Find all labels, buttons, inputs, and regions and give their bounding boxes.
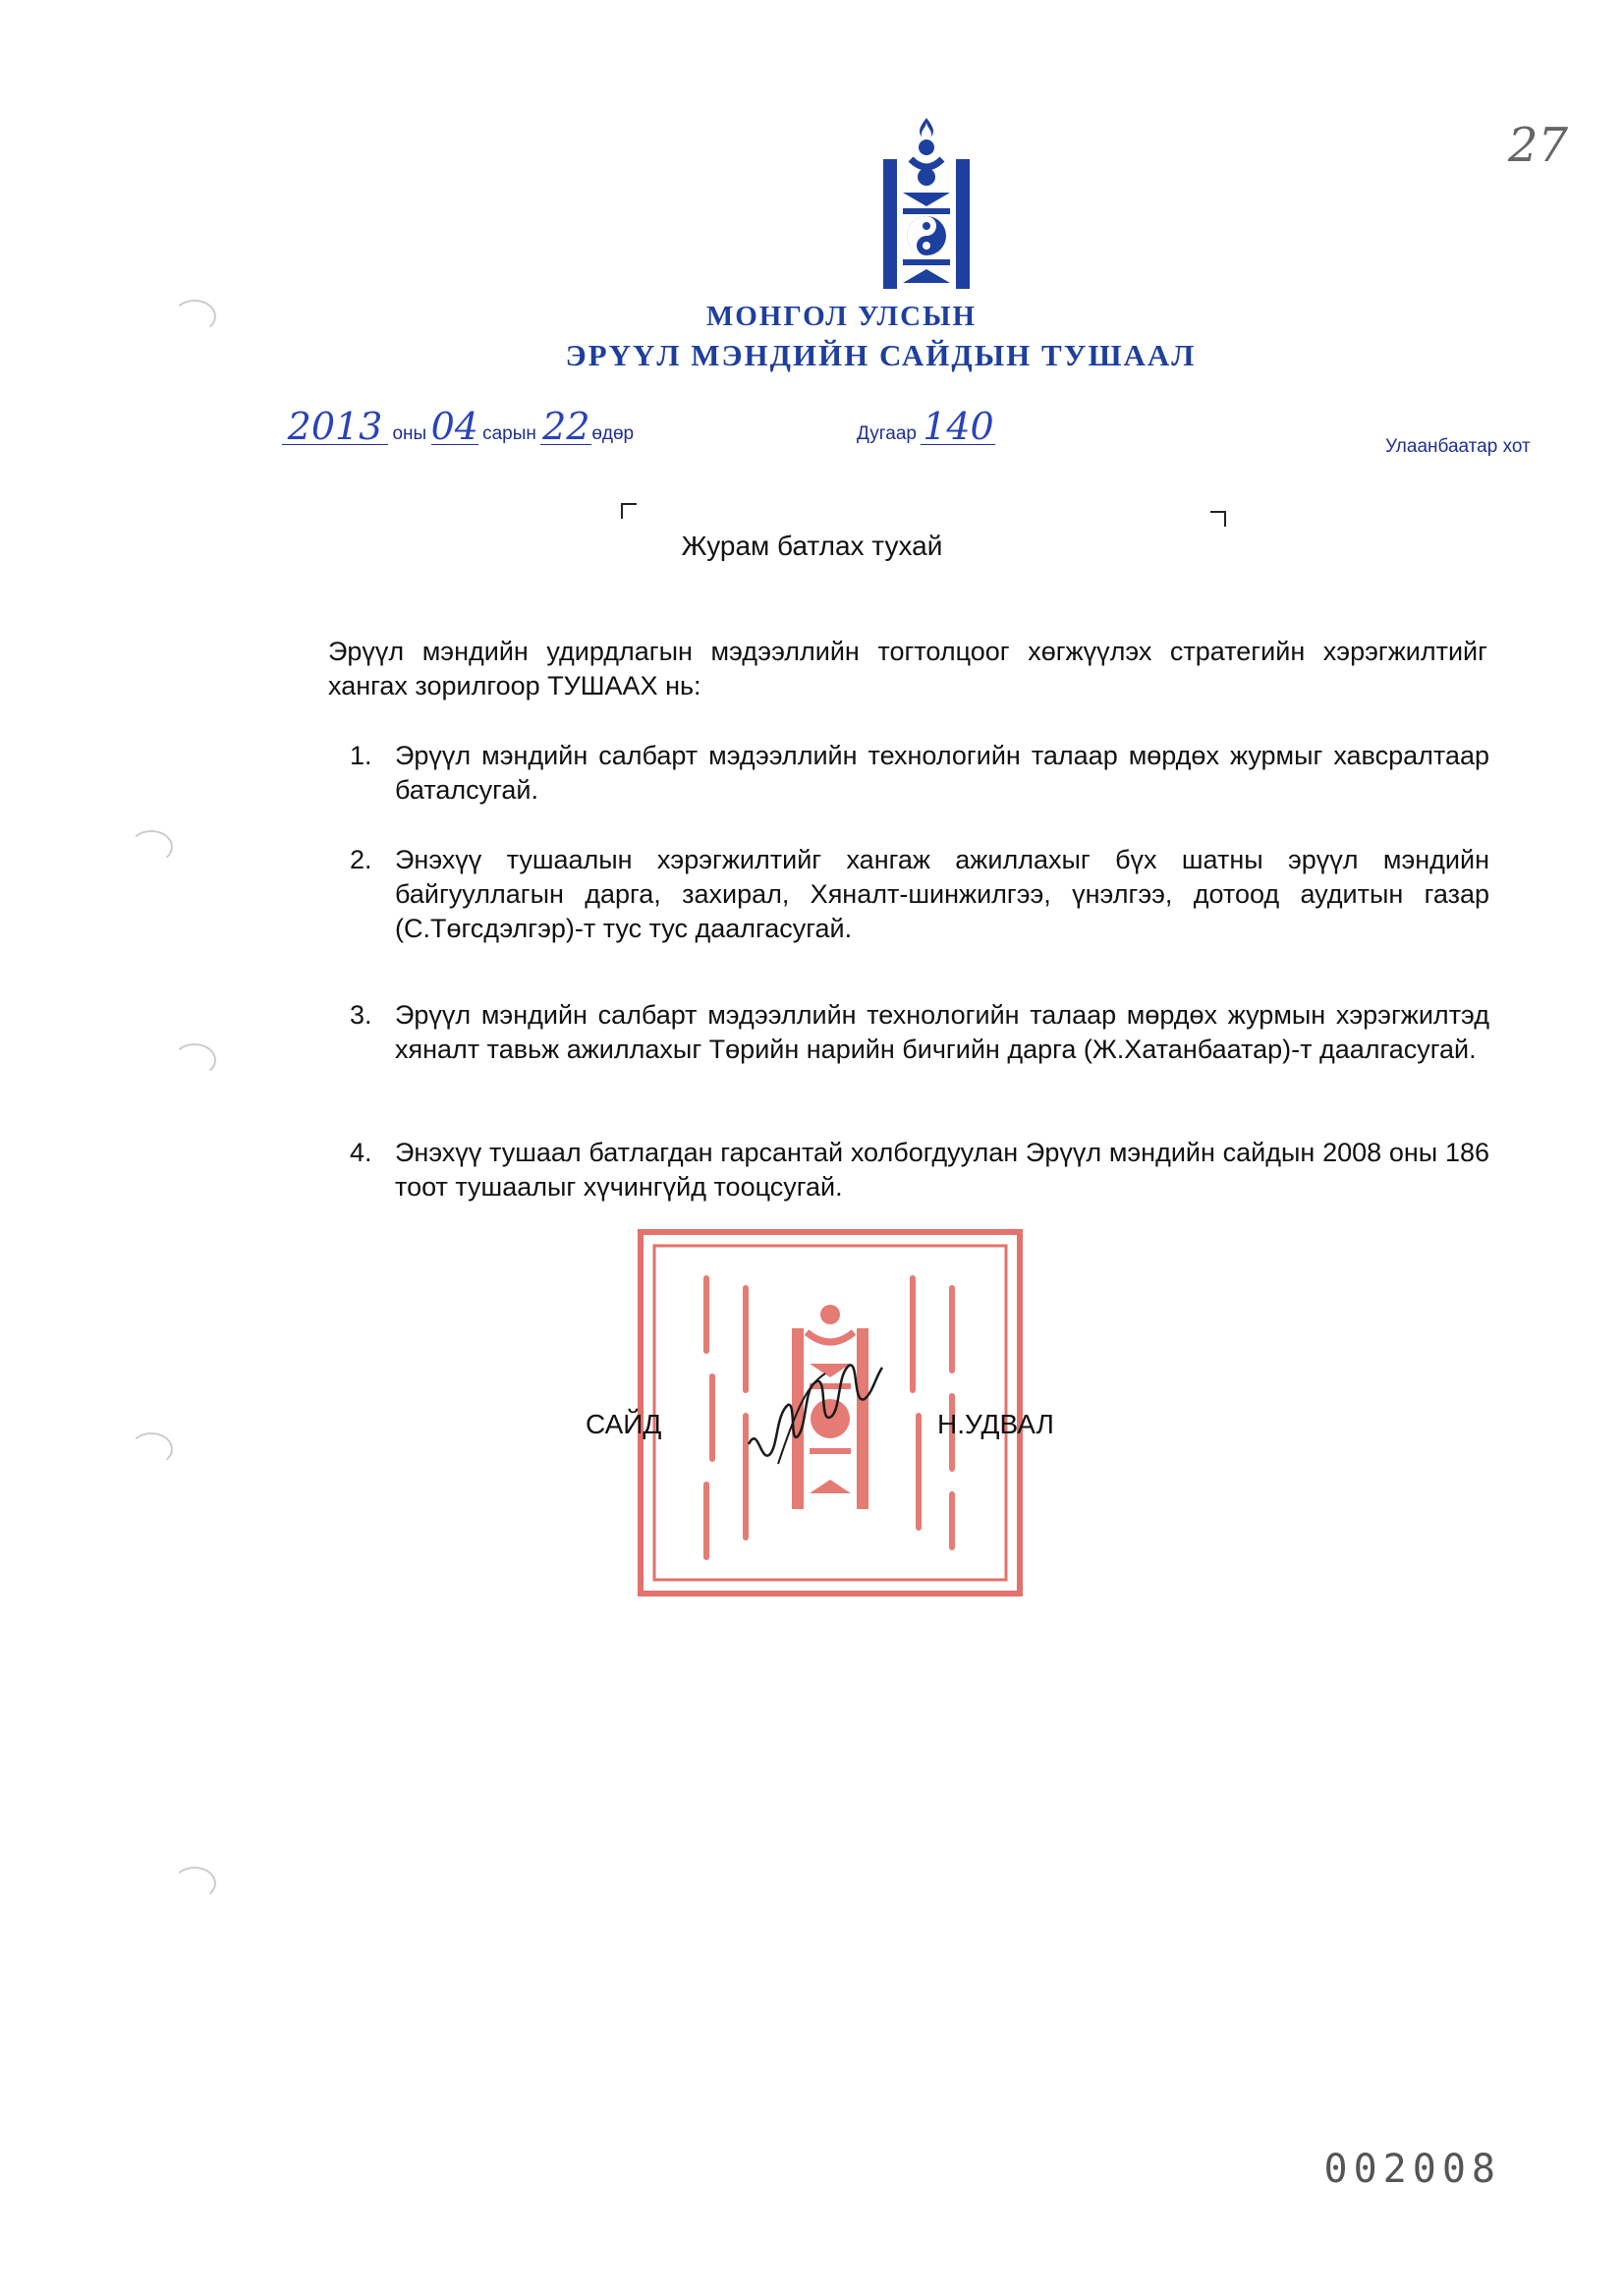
page-number: 27 — [1508, 118, 1569, 173]
date-year: 2013 — [282, 405, 388, 445]
signer-title: САЙД — [586, 1409, 662, 1439]
item-number: 4. — [350, 1138, 372, 1167]
punch-hole-mark — [130, 1432, 173, 1466]
intro-paragraph: Эрүүл мэндийн удирдлагын мэдээллийн тогтолцоог хөгжүүлэх стратегийн хэрэгжилтийг хангах зорилгоор ТУШААХ нь: — [328, 637, 1487, 700]
date-day-suffix: өдөр — [591, 423, 635, 444]
place-of-issue: Улаанбаатар хот — [1385, 436, 1531, 457]
item-text: Энэхүү тушаал батлагдан гарсантай холбогдуулан Эрүүл мэндийн сайдын 2008 оны 186 тоот тушаалыг хүчингүйд тооцсугай. — [395, 1138, 1489, 1202]
date-month: 04 — [430, 405, 478, 448]
signer-name: Н.УДВАЛ — [937, 1409, 1054, 1439]
item-text: Эрүүл мэндийн салбарт мэдээллийн технологийн талаар мөрдөх журмыг хавсралтаар баталсугай. — [395, 741, 1489, 805]
order-subject: Журам батлах тухай — [681, 531, 943, 561]
punch-hole-mark — [173, 300, 216, 333]
date-month-suffix: сарын — [482, 423, 536, 444]
punch-hole-mark — [130, 830, 173, 864]
punch-hole-mark — [173, 1043, 216, 1077]
date-line — [282, 405, 635, 448]
item-number: 2. — [350, 845, 372, 874]
header-ministry-order: ЭРҮҮЛ МЭНДИЙН САЙДЫН ТУШААЛ — [565, 338, 1197, 372]
document-serial-number: 002008 — [1323, 2147, 1501, 2192]
number-line — [857, 405, 995, 448]
handwritten-signature — [739, 1346, 886, 1493]
order-number: 140 — [923, 405, 994, 448]
header-country: МОНГОЛ УЛСЫН — [705, 301, 978, 332]
soyombo-emblem-icon — [877, 116, 976, 291]
date-day: 22 — [542, 405, 590, 448]
subject-bracket-left — [621, 503, 637, 519]
list-item — [350, 843, 1489, 946]
item-number: 3. — [350, 1000, 372, 1030]
punch-hole-mark — [173, 1867, 216, 1900]
date-year-suffix: оны — [392, 423, 427, 444]
list-item — [350, 739, 1489, 808]
item-text: Энэхүү тушаалын хэрэгжилтийг хангаж ажиллахыг бүх шатны эрүүл мэндийн байгууллагын дарга, захирал, Хяналт-шинжилгээ, үнэлгээ, дотоод аудитын газар (С.Төгсдэлгэр)-т тус тус даалгасугай. — [395, 845, 1489, 943]
list-item — [350, 998, 1489, 1067]
item-number: 1. — [350, 741, 372, 770]
number-label: Дугаар — [857, 423, 917, 444]
item-text: Эрүүл мэндийн салбарт мэдээллийн технологийн талаар мөрдөх журмын хэрэгжилтэд хяналт тавьж ажиллахыг Төрийн нарийн бичгийн дарга (Ж.Хатанбаатар)-т даалгасугай. — [395, 1000, 1489, 1064]
subject-bracket-right — [1210, 511, 1226, 527]
list-item — [350, 1136, 1489, 1204]
